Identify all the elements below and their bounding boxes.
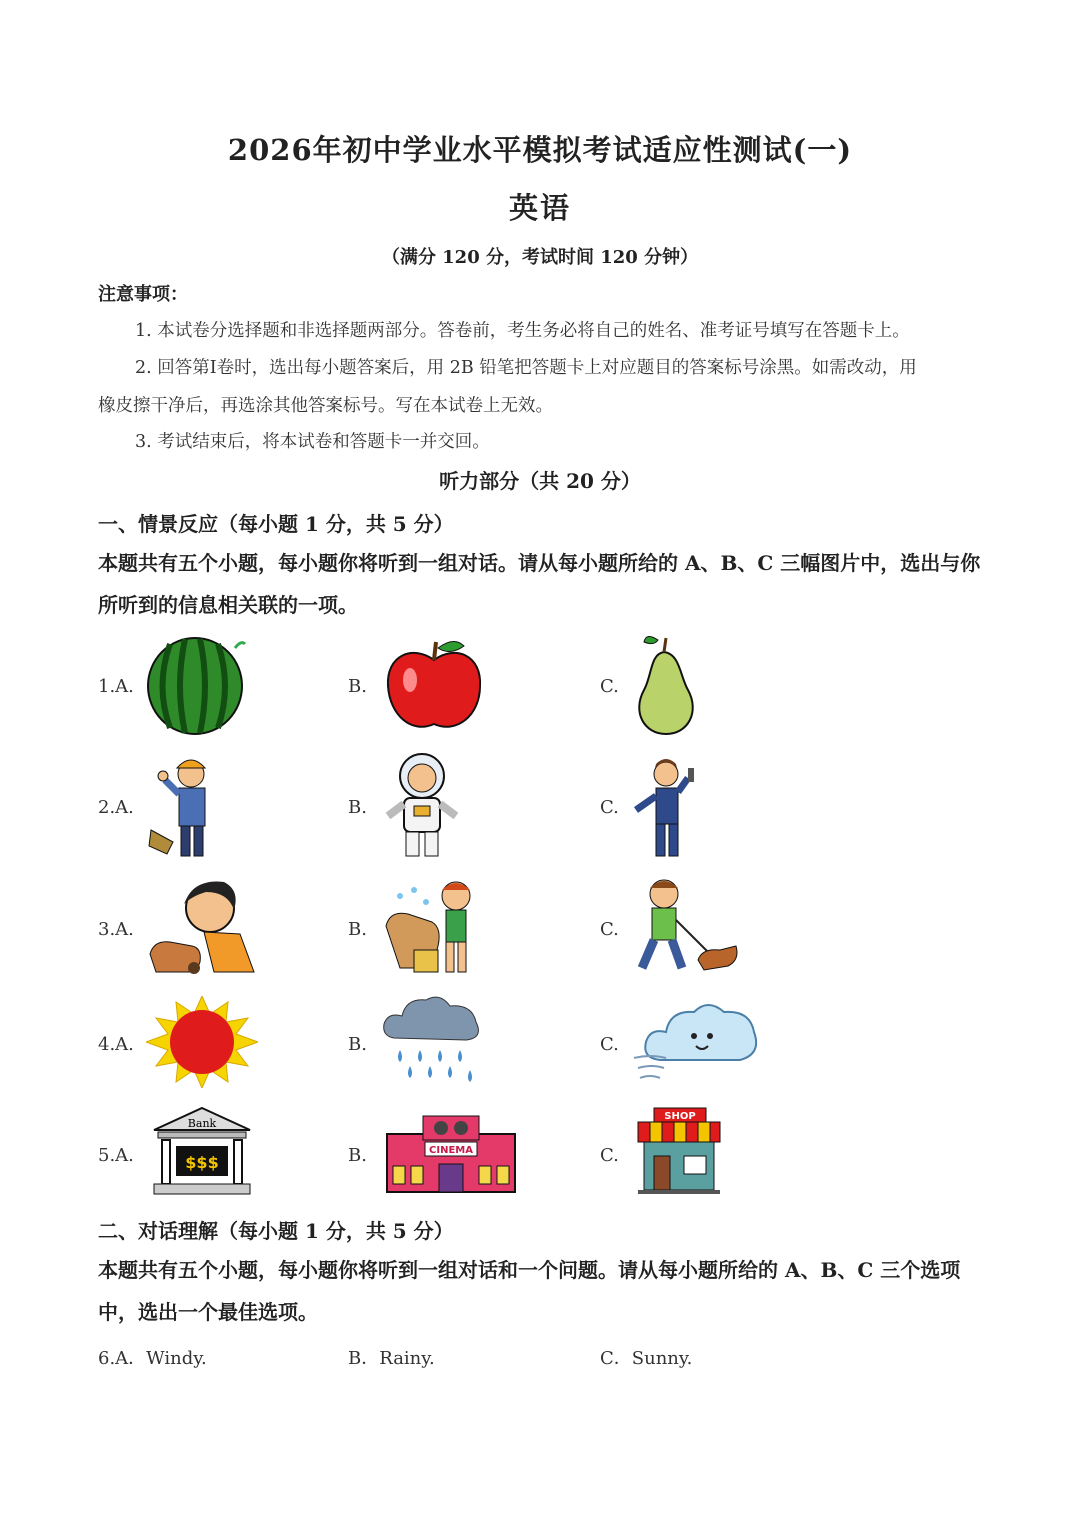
q4-label-c: C.: [600, 1034, 619, 1055]
watermelon-picture: [140, 636, 250, 736]
q3-label-a: 3.A.: [98, 919, 134, 940]
section1-instruction: 本题共有五个小题，每小题你将听到一组对话。请从每小题所给的 A、B、C 三幅图片中，选出与你所听到的信息相关联的一项。: [98, 551, 981, 617]
notice-item-3: 3. 考试结束后，将本试卷和答题卡一并交回。: [135, 432, 490, 452]
bank-sign: Bank: [187, 1117, 217, 1130]
q5-label-b: B.: [348, 1145, 367, 1166]
bank-picture: [150, 1106, 254, 1196]
q4-label-b: B.: [348, 1034, 367, 1055]
rain-cloud-picture: [380, 992, 484, 1092]
cinema-sign: CINEMA: [429, 1145, 473, 1156]
section1-heading: 一、情景反应（每小题 1 分，共 5 分）: [98, 512, 454, 536]
score-note: （满分 120 分，考试时间 120 分钟）: [381, 247, 699, 268]
section2-heading: 二、对话理解（每小题 1 分，共 5 分）: [98, 1219, 454, 1243]
section2-instruction: 本题共有五个小题，每小题你将听到一组对话和一个问题。请从每小题所给的 A、B、C 三个选项中，选出一个最佳选项。: [98, 1258, 961, 1324]
notice-item-1: 1. 本试卷分选择题和非选择题两部分。答卷前，考生务必将自己的姓名、准考证号填写在答题卡上。: [135, 321, 910, 341]
worker-picture: [145, 750, 225, 862]
q3-label-b: B.: [348, 919, 367, 940]
notice-item-2: 2. 回答第I卷时，选出每小题答案后，用 2B 铅笔把答题卡上对应题目的答案标号涂黑。如需改动，用: [135, 358, 917, 378]
q5-label-a: 5.A.: [98, 1145, 134, 1166]
q2-label-c: C.: [600, 797, 619, 818]
boy-walking-dog-picture: [632, 876, 742, 980]
cinema-picture: [383, 1108, 519, 1194]
notice-heading: 注意事项：: [98, 284, 188, 305]
singer-picture: [626, 752, 716, 862]
sun-picture: [146, 996, 258, 1088]
pear-picture: [628, 632, 704, 736]
wind-cloud-picture: [630, 996, 762, 1084]
shop-sign: SHOP: [664, 1111, 696, 1122]
q2-label-b: B.: [348, 797, 367, 818]
shop-picture: [634, 1106, 724, 1196]
q1-label-a: 1.A.: [98, 676, 134, 697]
q6-option-c: C．Sunny.: [600, 1348, 693, 1369]
q3-label-c: C.: [600, 919, 619, 940]
astronaut-picture: [382, 750, 464, 862]
q6-option-a: 6.A．Windy.: [98, 1348, 207, 1369]
q1-label-b: B.: [348, 676, 367, 697]
bank-money: $$$: [185, 1153, 219, 1172]
boy-washing-dog-picture: [380, 876, 486, 980]
q6-option-b: B．Rainy.: [348, 1348, 435, 1369]
notice-item-2-cont: 橡皮擦干净后，再选涂其他答案标号。写在本试卷上无效。: [98, 396, 553, 416]
boy-feeding-dog-picture: [144, 876, 264, 980]
q1-label-c: C.: [600, 676, 619, 697]
listening-title: 听力部分（共 20 分）: [439, 469, 641, 493]
q4-label-a: 4.A.: [98, 1034, 134, 1055]
q5-label-c: C.: [600, 1145, 619, 1166]
page-title: 2026年初中学业水平模拟考试适应性测试(一): [227, 133, 853, 167]
q2-label-a: 2.A.: [98, 797, 134, 818]
subject-title: 英语: [508, 191, 571, 225]
apple-picture: [382, 636, 486, 736]
